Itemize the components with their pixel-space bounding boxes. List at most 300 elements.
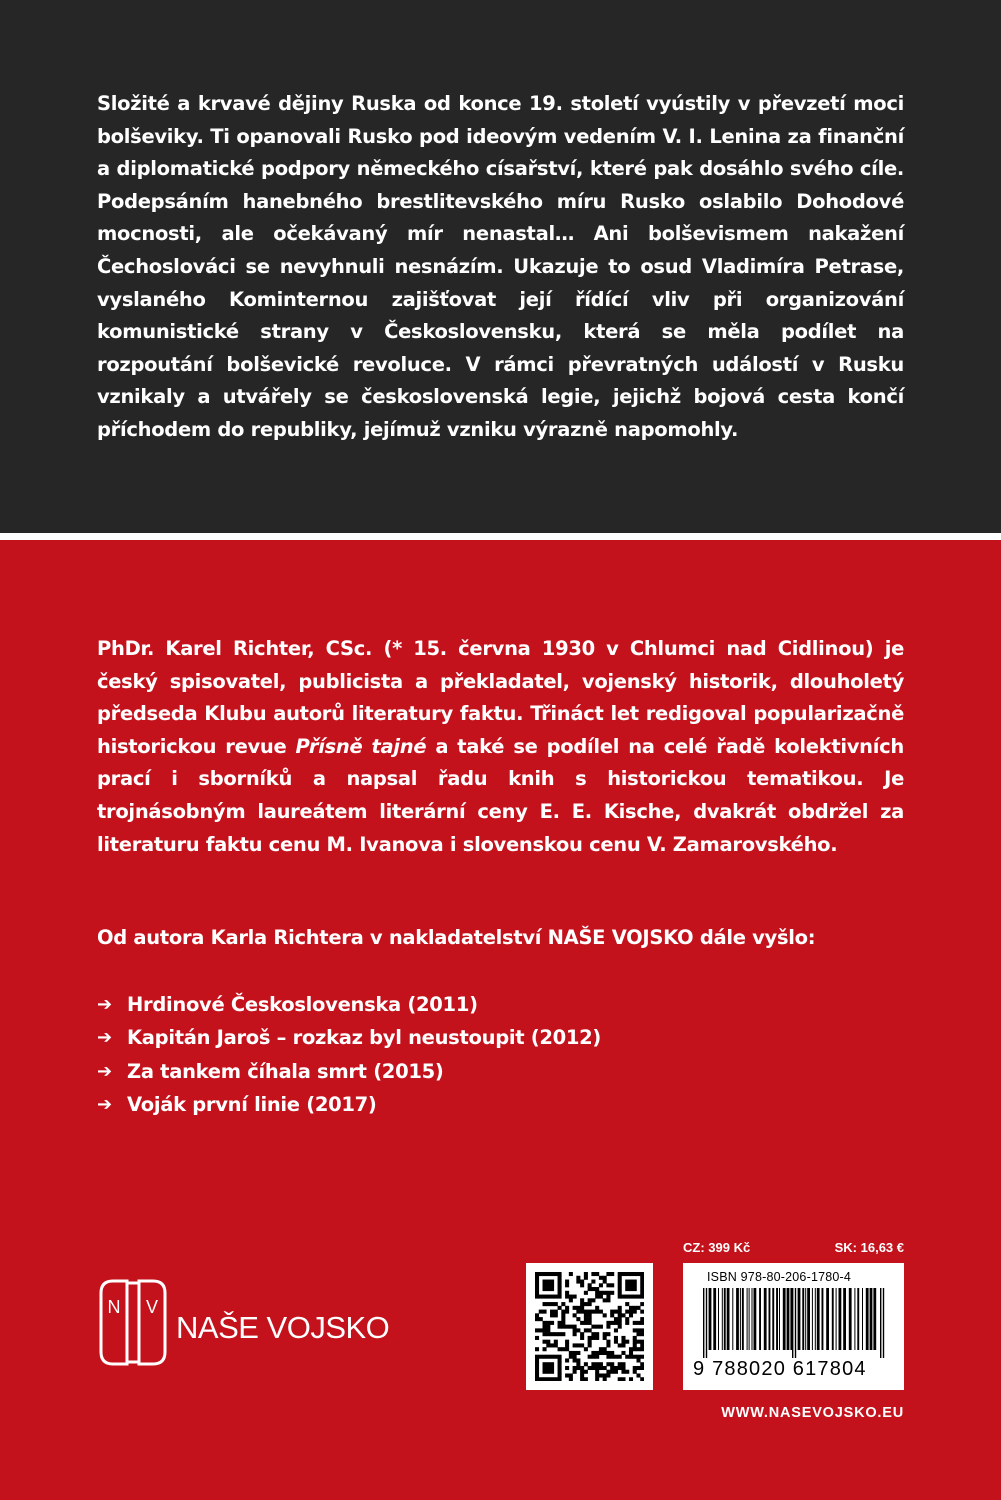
qr-module bbox=[539, 1310, 543, 1314]
qr-module bbox=[554, 1343, 558, 1347]
barcode-bar bbox=[807, 1288, 810, 1350]
qr-module bbox=[569, 1351, 573, 1355]
qr-module bbox=[546, 1355, 550, 1359]
qr-module bbox=[614, 1317, 618, 1321]
qr-module bbox=[569, 1298, 573, 1302]
qr-module bbox=[535, 1287, 539, 1291]
qr-module bbox=[550, 1283, 554, 1287]
qr-module bbox=[561, 1325, 565, 1329]
qr-module bbox=[569, 1272, 573, 1276]
qr-module bbox=[535, 1358, 539, 1362]
qr-module bbox=[543, 1377, 547, 1381]
barcode-bar bbox=[870, 1288, 873, 1350]
qr-module bbox=[629, 1287, 633, 1291]
qr-module bbox=[625, 1340, 629, 1344]
barcode-bar bbox=[732, 1288, 733, 1350]
arrow-icon: ➔ bbox=[97, 1027, 112, 1049]
qr-module bbox=[595, 1351, 599, 1355]
qr-module bbox=[573, 1366, 577, 1370]
qr-module bbox=[614, 1366, 618, 1370]
qr-module bbox=[603, 1351, 607, 1355]
qr-module bbox=[629, 1377, 633, 1381]
qr-module bbox=[550, 1343, 554, 1347]
qr-module bbox=[543, 1272, 547, 1276]
qr-module bbox=[569, 1295, 573, 1299]
qr-module bbox=[606, 1343, 610, 1347]
qr-module bbox=[640, 1347, 644, 1351]
qr-module bbox=[539, 1317, 543, 1321]
qr-module bbox=[554, 1302, 558, 1306]
barcode-bar bbox=[822, 1288, 824, 1350]
qr-module bbox=[543, 1366, 547, 1370]
qr-module bbox=[546, 1321, 550, 1325]
qr-module bbox=[550, 1295, 554, 1299]
qr-module bbox=[591, 1287, 595, 1291]
qr-module bbox=[573, 1351, 577, 1355]
qr-module bbox=[565, 1310, 569, 1314]
logo-letter-n: N bbox=[107, 1297, 121, 1317]
qr-module bbox=[618, 1280, 622, 1284]
qr-module bbox=[588, 1302, 592, 1306]
qr-module bbox=[546, 1280, 550, 1284]
qr-module bbox=[633, 1321, 637, 1325]
qr-module bbox=[588, 1313, 592, 1317]
barcode-bar bbox=[706, 1288, 707, 1358]
qr-module bbox=[580, 1370, 584, 1374]
qr-module bbox=[550, 1370, 554, 1374]
qr-module bbox=[580, 1283, 584, 1287]
qr-module bbox=[640, 1310, 644, 1314]
barcode-bar bbox=[862, 1288, 863, 1350]
qr-module bbox=[636, 1366, 640, 1370]
qr-module bbox=[565, 1295, 569, 1299]
qr-module bbox=[580, 1298, 584, 1302]
qr-module bbox=[584, 1276, 588, 1280]
qr-module bbox=[584, 1321, 588, 1325]
qr-module bbox=[558, 1377, 562, 1381]
qr-module bbox=[558, 1280, 562, 1284]
qr-module bbox=[603, 1291, 607, 1295]
qr-module bbox=[550, 1355, 554, 1359]
price-sk: SK: 16,63 € bbox=[834, 1240, 904, 1255]
barcode-bar bbox=[843, 1288, 846, 1350]
qr-module bbox=[621, 1272, 625, 1276]
qr-module bbox=[573, 1313, 577, 1317]
qr-module bbox=[606, 1295, 610, 1299]
qr-module bbox=[588, 1340, 592, 1344]
qr-module bbox=[614, 1336, 618, 1340]
qr-module bbox=[603, 1373, 607, 1377]
qr-module bbox=[591, 1362, 595, 1366]
qr-module bbox=[633, 1366, 637, 1370]
qr-module bbox=[588, 1355, 592, 1359]
book-title: Hrdinové Československa (2011) bbox=[127, 993, 478, 1016]
qr-module bbox=[558, 1283, 562, 1287]
qr-module bbox=[550, 1377, 554, 1381]
qr-module bbox=[595, 1306, 599, 1310]
book-item bbox=[97, 988, 601, 1021]
qr-module bbox=[584, 1370, 588, 1374]
qr-module bbox=[621, 1336, 625, 1340]
qr-module bbox=[599, 1310, 603, 1314]
qr-module bbox=[565, 1280, 569, 1284]
qr-module bbox=[576, 1276, 580, 1280]
qr-module bbox=[629, 1306, 633, 1310]
qr-module bbox=[543, 1370, 547, 1374]
qr-module bbox=[640, 1332, 644, 1336]
qr-module bbox=[610, 1355, 614, 1359]
qr-module bbox=[621, 1295, 625, 1299]
qr-module bbox=[535, 1317, 539, 1321]
qr-module bbox=[610, 1272, 614, 1276]
qr-module bbox=[606, 1362, 610, 1366]
qr-module bbox=[584, 1291, 588, 1295]
qr-module bbox=[565, 1283, 569, 1287]
qr-module bbox=[573, 1343, 577, 1347]
qr-module bbox=[614, 1370, 618, 1374]
qr-module bbox=[618, 1276, 622, 1280]
qr-module bbox=[558, 1321, 562, 1325]
qr-module bbox=[606, 1272, 610, 1276]
qr-module bbox=[584, 1362, 588, 1366]
qr-module bbox=[606, 1332, 610, 1336]
qr-module bbox=[595, 1272, 599, 1276]
qr-module bbox=[535, 1283, 539, 1287]
qr-module bbox=[606, 1373, 610, 1377]
barcode-bar bbox=[742, 1288, 744, 1350]
barcode-bar bbox=[839, 1288, 842, 1350]
qr-module bbox=[640, 1280, 644, 1284]
qr-module bbox=[621, 1351, 625, 1355]
qr-module bbox=[535, 1272, 539, 1276]
qr-module bbox=[629, 1355, 633, 1359]
price-cz: CZ: 399 Kč bbox=[683, 1240, 751, 1255]
qr-module bbox=[565, 1325, 569, 1329]
qr-module bbox=[550, 1332, 554, 1336]
qr-module bbox=[606, 1283, 610, 1287]
qr-module bbox=[588, 1298, 592, 1302]
qr-module bbox=[558, 1347, 562, 1351]
qr-module bbox=[636, 1295, 640, 1299]
barcode-bar bbox=[857, 1288, 859, 1350]
book-title: Za tankem číhala smrt (2015) bbox=[127, 1059, 444, 1083]
qr-module bbox=[546, 1325, 550, 1329]
qr-module bbox=[546, 1272, 550, 1276]
qr-module bbox=[546, 1362, 550, 1366]
qr-module bbox=[550, 1310, 554, 1314]
qr-module bbox=[543, 1295, 547, 1299]
qr-module bbox=[535, 1280, 539, 1284]
barcode-bar bbox=[752, 1288, 753, 1350]
qr-module bbox=[610, 1291, 614, 1295]
qr-module bbox=[595, 1295, 599, 1299]
qr-module bbox=[610, 1321, 614, 1325]
isbn-label: ISBN 978-80-206-1780-4 bbox=[707, 1270, 852, 1284]
qr-module bbox=[558, 1287, 562, 1291]
qr-module bbox=[580, 1321, 584, 1325]
qr-module bbox=[595, 1377, 599, 1381]
qr-module bbox=[554, 1295, 558, 1299]
barcode-bar bbox=[722, 1288, 723, 1350]
qr-module bbox=[543, 1310, 547, 1314]
qr-module bbox=[614, 1340, 618, 1344]
barcode-bar bbox=[854, 1288, 855, 1350]
qr-module bbox=[640, 1272, 644, 1276]
qr-module bbox=[539, 1377, 543, 1381]
qr-module bbox=[636, 1347, 640, 1351]
qr-module bbox=[591, 1280, 595, 1284]
qr-module bbox=[588, 1310, 592, 1314]
qr-module bbox=[535, 1336, 539, 1340]
qr-module bbox=[636, 1340, 640, 1344]
barcode-bar bbox=[836, 1288, 837, 1350]
author-bio-text-1: (* 15. června 1930 v Chlumci nad Cidlinou) je český spisovatel, publicista a překladatel, vojenský historik, dlouholetý předseda Klubu autorů literatury faktu. Třináct let redigoval popularizačně historickou revue bbox=[97, 637, 905, 758]
qr-module bbox=[640, 1276, 644, 1280]
barcode-bar bbox=[759, 1288, 761, 1350]
qr-module bbox=[561, 1302, 565, 1306]
barcode-bar bbox=[769, 1288, 771, 1350]
qr-module bbox=[625, 1280, 629, 1284]
qr-module bbox=[629, 1295, 633, 1299]
qr-module bbox=[558, 1306, 562, 1310]
qr-module bbox=[610, 1370, 614, 1374]
book-item bbox=[97, 1055, 601, 1088]
qr-module bbox=[535, 1291, 539, 1295]
barcode-bar bbox=[727, 1288, 730, 1350]
qr-module bbox=[584, 1313, 588, 1317]
qr-module bbox=[539, 1355, 543, 1359]
barcode-bar bbox=[792, 1288, 793, 1358]
qr-module bbox=[606, 1351, 610, 1355]
publisher-url[interactable]: WWW.NASEVOJSKO.EU bbox=[721, 1405, 904, 1421]
qr-module bbox=[546, 1370, 550, 1374]
qr-module bbox=[595, 1355, 599, 1359]
qr-module bbox=[580, 1302, 584, 1306]
qr-module bbox=[554, 1355, 558, 1359]
qr-module bbox=[618, 1325, 622, 1329]
qr-module bbox=[543, 1287, 547, 1291]
qr-module bbox=[561, 1310, 565, 1314]
qr-module bbox=[558, 1276, 562, 1280]
barcode-bar bbox=[779, 1288, 780, 1350]
qr-module bbox=[618, 1283, 622, 1287]
qr-module bbox=[636, 1306, 640, 1310]
qr-module bbox=[543, 1321, 547, 1325]
arrow-icon: ➔ bbox=[97, 1093, 112, 1115]
qr-module bbox=[640, 1295, 644, 1299]
qr-module bbox=[573, 1370, 577, 1374]
barcode-bar bbox=[776, 1288, 778, 1350]
qr-module bbox=[633, 1295, 637, 1299]
qr-module bbox=[584, 1310, 588, 1314]
top-panel bbox=[0, 0, 1001, 533]
qr-module bbox=[640, 1362, 644, 1366]
book-title: Voják první linie (2017) bbox=[127, 1092, 377, 1116]
qr-module bbox=[595, 1336, 599, 1340]
qr-module bbox=[565, 1306, 569, 1310]
qr-module bbox=[558, 1332, 562, 1336]
qr-module bbox=[603, 1336, 607, 1340]
qr-module bbox=[625, 1321, 629, 1325]
qr-module bbox=[546, 1302, 550, 1306]
barcode-bar bbox=[736, 1288, 739, 1350]
barcode-bar bbox=[883, 1288, 884, 1358]
qr-module bbox=[640, 1343, 644, 1347]
qr-module bbox=[633, 1306, 637, 1310]
qr-code-icon bbox=[535, 1272, 644, 1381]
qr-module bbox=[554, 1377, 558, 1381]
qr-module bbox=[606, 1325, 610, 1329]
author-bio bbox=[97, 633, 904, 861]
qr-module bbox=[629, 1283, 633, 1287]
qr-module bbox=[614, 1321, 618, 1325]
qr-module bbox=[576, 1362, 580, 1366]
barcode-bar bbox=[802, 1288, 804, 1350]
barcode-bar bbox=[832, 1288, 834, 1350]
qr-module bbox=[561, 1347, 565, 1351]
qr-module bbox=[565, 1343, 569, 1347]
qr-module bbox=[625, 1272, 629, 1276]
barcode-bar bbox=[787, 1288, 790, 1350]
qr-module bbox=[610, 1283, 614, 1287]
qr-module bbox=[633, 1310, 637, 1314]
synopsis-text: Složité a krvavé dějiny Ruska od konce 19. století vyústily v převzetí moci bolševiky. Ti opanovali Rusko pod ideovým vedením V. I. Lenina za finanční a diplomatické podpory německého císařství, které pak dosáhlo svého cíle. Podepsáním hanebného brestlitevského míru Rusko oslabilo Dohodové mocnosti, ale očekávaný mír nenastal… Ani bolševismem nakažení Čechoslováci se nevyhnuli nesnázím. Ukazuje to osud Vladimíra Petrase, vyslaného Kominternou zajišťovat její řídící vliv při organizování komunistické strany v Československu, která se měla podílet na rozpoutání bolševické revoluce. V rámci převratných událostí v Rusku vznikaly a utvářely se československá legie, jejichž bojová cesta končí příchodem do republiky, jejímuž vzniku výrazně napomohly. bbox=[97, 92, 904, 441]
qr-module bbox=[550, 1313, 554, 1317]
qr-module bbox=[636, 1272, 640, 1276]
qr-module bbox=[565, 1340, 569, 1344]
qr-module bbox=[618, 1287, 622, 1291]
other-books-list bbox=[97, 988, 601, 1121]
qr-module bbox=[618, 1317, 622, 1321]
qr-module bbox=[610, 1366, 614, 1370]
qr-module bbox=[584, 1272, 588, 1276]
qr-module bbox=[595, 1291, 599, 1295]
qr-module bbox=[618, 1377, 622, 1381]
qr-module bbox=[535, 1355, 539, 1359]
qr-module bbox=[621, 1377, 625, 1381]
qr-module bbox=[610, 1310, 614, 1314]
qr-module bbox=[558, 1370, 562, 1374]
qr-module bbox=[633, 1336, 637, 1340]
qr-module bbox=[565, 1373, 569, 1377]
qr-module bbox=[535, 1313, 539, 1317]
qr-module bbox=[573, 1355, 577, 1359]
qr-module bbox=[640, 1321, 644, 1325]
qr-module bbox=[640, 1287, 644, 1291]
qr-module bbox=[550, 1272, 554, 1276]
barcode-bar bbox=[798, 1288, 801, 1350]
qr-module bbox=[543, 1347, 547, 1351]
barcode-digits: 9 788020 617804 bbox=[693, 1358, 867, 1380]
qr-module bbox=[629, 1351, 633, 1355]
isbn-barcode bbox=[683, 1263, 904, 1390]
qr-module bbox=[603, 1377, 607, 1381]
qr-module bbox=[603, 1366, 607, 1370]
book-item bbox=[97, 1088, 601, 1121]
qr-module bbox=[558, 1325, 562, 1329]
qr-module bbox=[595, 1362, 599, 1366]
qr-module bbox=[543, 1325, 547, 1329]
qr-module bbox=[591, 1336, 595, 1340]
qr-module bbox=[588, 1287, 592, 1291]
qr-module bbox=[640, 1317, 644, 1321]
qr-module bbox=[535, 1366, 539, 1370]
qr-module bbox=[546, 1283, 550, 1287]
qr-module bbox=[565, 1366, 569, 1370]
qr-module bbox=[625, 1287, 629, 1291]
qr-module bbox=[554, 1310, 558, 1314]
barcode-bar bbox=[754, 1288, 757, 1350]
barcode-bar bbox=[764, 1288, 767, 1350]
qr-module bbox=[535, 1328, 539, 1332]
qr-module bbox=[573, 1358, 577, 1362]
qr-module bbox=[640, 1291, 644, 1295]
qr-module bbox=[595, 1332, 599, 1336]
qr-module bbox=[636, 1355, 640, 1359]
qr-module bbox=[629, 1313, 633, 1317]
qr-module bbox=[558, 1355, 562, 1359]
qr-module bbox=[546, 1343, 550, 1347]
qr-module bbox=[633, 1355, 637, 1359]
barcode-bar bbox=[795, 1288, 796, 1358]
qr-module bbox=[610, 1313, 614, 1317]
barcode-bar bbox=[718, 1288, 719, 1350]
qr-module bbox=[640, 1366, 644, 1370]
barcode-bar bbox=[749, 1288, 750, 1350]
qr-module bbox=[640, 1302, 644, 1306]
qr-module bbox=[636, 1321, 640, 1325]
qr-module bbox=[543, 1332, 547, 1336]
arrow-icon: ➔ bbox=[97, 1060, 112, 1082]
qr-module bbox=[591, 1332, 595, 1336]
qr-module bbox=[595, 1287, 599, 1291]
qr-module bbox=[558, 1362, 562, 1366]
qr-module bbox=[599, 1291, 603, 1295]
qr-module bbox=[588, 1321, 592, 1325]
qr-module bbox=[588, 1336, 592, 1340]
qr-module bbox=[561, 1321, 565, 1325]
qr-module bbox=[633, 1343, 637, 1347]
qr-module bbox=[591, 1310, 595, 1314]
qr-module bbox=[580, 1373, 584, 1377]
qr-module bbox=[599, 1347, 603, 1351]
qr-module bbox=[550, 1362, 554, 1366]
qr-module bbox=[584, 1302, 588, 1306]
qr-module bbox=[603, 1347, 607, 1351]
qr-module bbox=[606, 1370, 610, 1374]
qr-module bbox=[550, 1280, 554, 1284]
qr-module bbox=[618, 1306, 622, 1310]
qr-module bbox=[625, 1310, 629, 1314]
qr-module bbox=[576, 1351, 580, 1355]
qr-module bbox=[543, 1283, 547, 1287]
qr-module bbox=[618, 1362, 622, 1366]
qr-module bbox=[543, 1355, 547, 1359]
qr-module bbox=[614, 1355, 618, 1359]
qr-module bbox=[621, 1343, 625, 1347]
qr-module bbox=[584, 1317, 588, 1321]
qr-module bbox=[621, 1340, 625, 1344]
qr-module bbox=[595, 1366, 599, 1370]
book-title: Kapitán Jaroš – rozkaz byl neustoupit (2012) bbox=[127, 1026, 602, 1050]
qr-module bbox=[603, 1313, 607, 1317]
qr-module bbox=[606, 1321, 610, 1325]
qr-module bbox=[633, 1340, 637, 1344]
qr-module bbox=[573, 1306, 577, 1310]
qr-module bbox=[625, 1370, 629, 1374]
qr-module bbox=[625, 1283, 629, 1287]
qr-module bbox=[618, 1321, 622, 1325]
